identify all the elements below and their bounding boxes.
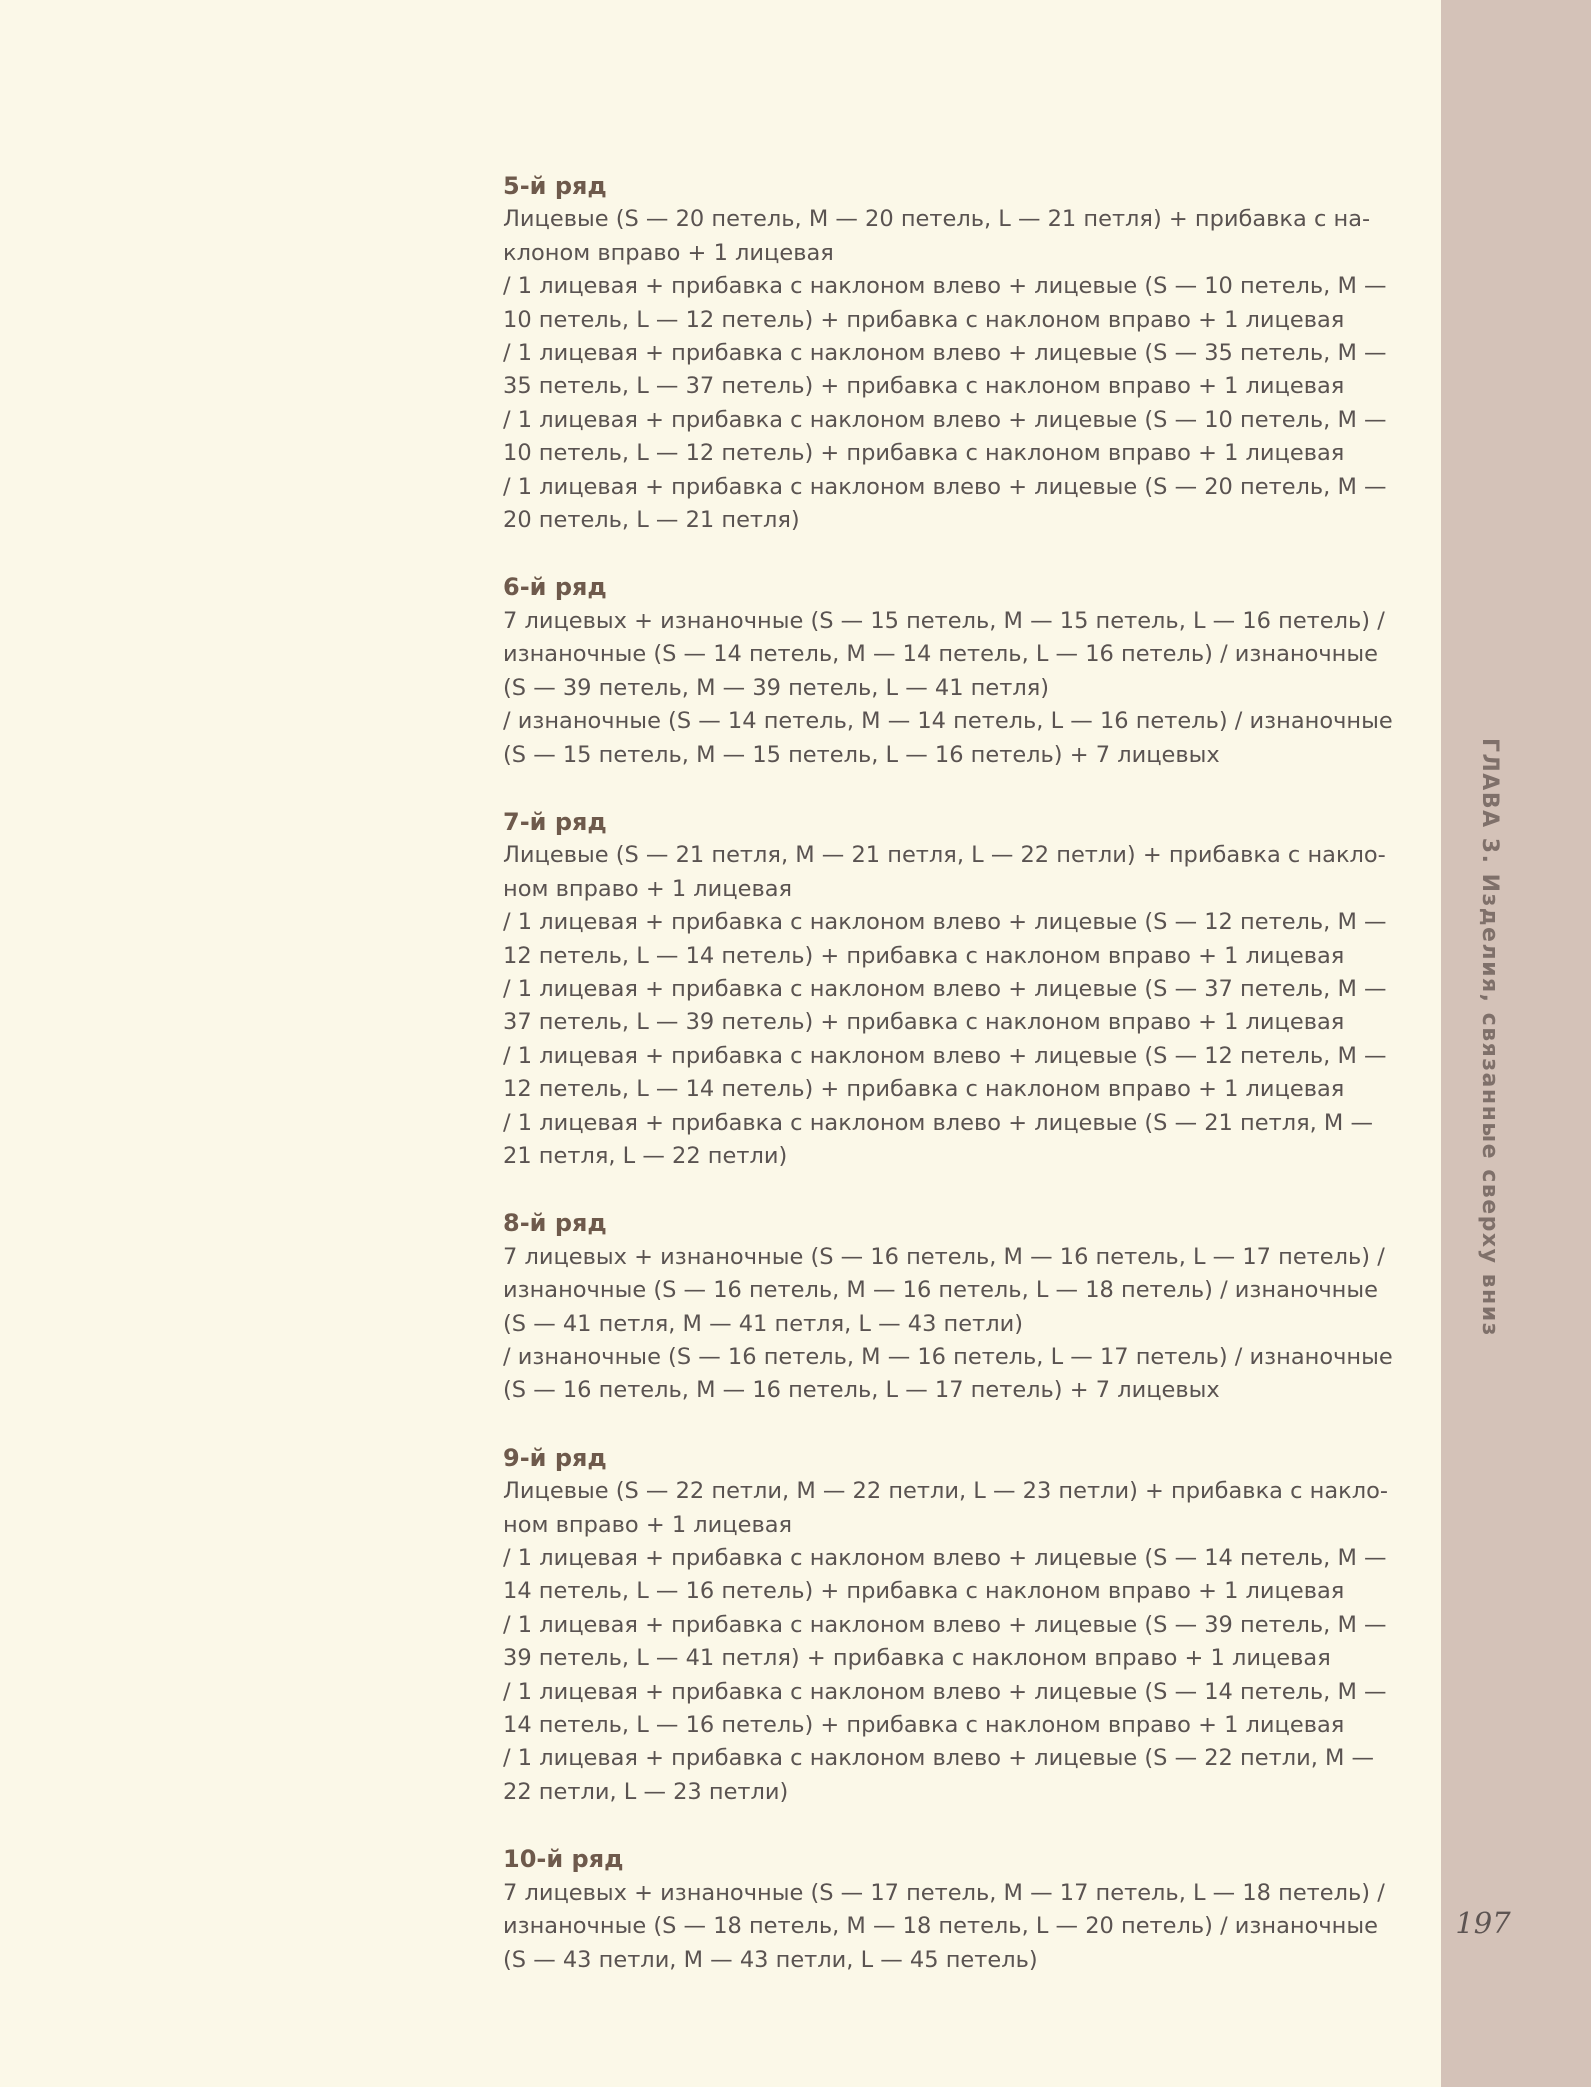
- instruction-line: (S — 15 петель, M — 15 петель, L — 16 петель) + 7 лицевых: [503, 741, 1220, 768]
- instruction-line: 37 петель, L — 39 петель) + прибавка с наклоном вправо + 1 лицевая: [503, 1009, 1345, 1036]
- row-section-7: [503, 806, 1403, 1173]
- instruction-line: изнаночные (S — 18 петель, M — 18 петель, L — 20 петель) / изнаночные: [503, 1913, 1378, 1940]
- instruction-line: / изнаночные (S — 16 петель, M — 16 петель, L — 17 петель) / изнаночные: [503, 1344, 1393, 1370]
- instruction-line: Лицевые (S — 22 петли, M — 22 петли, L — 23 петли) + прибавка с накло-: [503, 1478, 1388, 1505]
- instruction-line: 14 петель, L — 16 петель) + прибавка с наклоном вправо + 1 лицевая: [503, 1712, 1345, 1739]
- instruction-line: / 1 лицевая + прибавка с наклоном влево + лицевые (S — 14 петель, M —: [503, 1545, 1387, 1572]
- instruction-line: / 1 лицевая + прибавка с наклоном влево + лицевые (S — 35 петель, M —: [503, 340, 1387, 367]
- instruction-line: / 1 лицевая + прибавка с наклоном влево + лицевые (S — 39 петель, M —: [503, 1611, 1387, 1638]
- instruction-line: 22 петли, L — 23 петли): [503, 1778, 789, 1805]
- instruction-line: изнаночные (S — 14 петель, M — 14 петель, L — 16 петель) / изнаночные: [503, 641, 1378, 668]
- instructions-column: [503, 170, 1403, 2011]
- instruction-line: / изнаночные (S — 14 петель, M — 14 петель, L — 16 петель) / изнаночные: [503, 708, 1393, 735]
- row-section-5: [503, 170, 1403, 537]
- instruction-line: 14 петель, L — 16 петель) + прибавка с наклоном вправо + 1 лицевая: [503, 1578, 1345, 1605]
- section-heading: 6-й ряд: [503, 573, 607, 602]
- section-heading: 10-й ряд: [503, 1845, 624, 1874]
- instruction-line: / 1 лицевая + прибавка с наклоном влево + лицевые (S — 22 петли, M —: [503, 1745, 1375, 1772]
- row-section-10: [503, 1843, 1403, 1977]
- instruction-line: / 1 лицевая + прибавка с наклоном влево + лицевые (S — 14 петель, M —: [503, 1678, 1387, 1705]
- instruction-line: / 1 лицевая + прибавка с наклоном влево + лицевые (S — 20 петель, M —: [503, 473, 1387, 500]
- instruction-line: (S — 41 петля, M — 41 петля, L — 43 петли): [503, 1310, 1023, 1337]
- instruction-line: изнаночные (S — 16 петель, M — 16 петель, L — 18 петель) / изнаночные: [503, 1277, 1378, 1304]
- row-section-6: [503, 571, 1403, 771]
- instruction-line: / 1 лицевая + прибавка с наклоном влево + лицевые (S — 21 петля, M —: [503, 1109, 1373, 1136]
- instruction-line: / 1 лицевая + прибавка с наклоном влево + лицевые (S — 10 петель, M —: [503, 273, 1387, 300]
- instruction-line: / 1 лицевая + прибавка с наклоном влево + лицевые (S — 12 петель, M —: [503, 1042, 1387, 1069]
- chapter-title: ГЛАВА 3. Изделия, связанные сверху вниз: [1477, 738, 1502, 1337]
- row-section-9: [503, 1442, 1403, 1809]
- instruction-line: Лицевые (S — 21 петля, M — 21 петля, L — 22 петли) + прибавка с накло-: [503, 842, 1386, 869]
- instruction-line: Лицевые (S — 20 петель, M — 20 петель, L — 21 петля) + прибавка с на-: [503, 206, 1371, 233]
- instruction-line: 10 петель, L — 12 петель) + прибавка с наклоном вправо + 1 лицевая: [503, 306, 1345, 333]
- instruction-line: 21 петля, L — 22 петли): [503, 1142, 788, 1169]
- section-heading: 7-й ряд: [503, 807, 607, 836]
- instruction-line: ном вправо + 1 лицевая: [503, 875, 793, 902]
- instruction-line: ном вправо + 1 лицевая: [503, 1511, 793, 1538]
- instruction-line: 7 лицевых + изнаночные (S — 16 петель, M — 16 петель, L — 17 петель) /: [503, 1243, 1385, 1270]
- instruction-line: (S — 39 петель, M — 39 петель, L — 41 петля): [503, 674, 1050, 701]
- instruction-line: 10 петель, L — 12 петель) + прибавка с наклоном вправо + 1 лицевая: [503, 440, 1345, 467]
- instruction-line: 12 петель, L — 14 петель) + прибавка с наклоном вправо + 1 лицевая: [503, 1076, 1345, 1103]
- section-heading: 8-й ряд: [503, 1209, 607, 1238]
- row-section-8: [503, 1207, 1403, 1407]
- instruction-line: / 1 лицевая + прибавка с наклоном влево + лицевые (S — 37 петель, M —: [503, 975, 1387, 1002]
- instruction-line: (S — 16 петель, M — 16 петель, L — 17 петель) + 7 лицевых: [503, 1377, 1220, 1404]
- instruction-line: (S — 43 петли, M — 43 петли, L — 45 петель): [503, 1946, 1038, 1973]
- instruction-line: 20 петель, L — 21 петля): [503, 507, 800, 534]
- instruction-line: / 1 лицевая + прибавка с наклоном влево + лицевые (S — 10 петель, M —: [503, 406, 1387, 433]
- instruction-line: 35 петель, L — 37 петель) + прибавка с наклоном вправо + 1 лицевая: [503, 373, 1345, 400]
- instruction-line: 7 лицевых + изнаночные (S — 17 петель, M — 17 петель, L — 18 петель) /: [503, 1879, 1385, 1906]
- instruction-line: 39 петель, L — 41 петля) + прибавка с наклоном вправо + 1 лицевая: [503, 1645, 1331, 1672]
- section-heading: 9-й ряд: [503, 1443, 607, 1472]
- instruction-line: клоном вправо + 1 лицевая: [503, 239, 834, 266]
- section-heading: 5-й ряд: [503, 172, 607, 200]
- page-number: 197: [1455, 1906, 1511, 1940]
- instruction-line: / 1 лицевая + прибавка с наклоном влево + лицевые (S — 12 петель, M —: [503, 909, 1387, 936]
- instruction-line: 7 лицевых + изнаночные (S — 15 петель, M — 15 петель, L — 16 петель) /: [503, 607, 1385, 634]
- instruction-line: 12 петель, L — 14 петель) + прибавка с наклоном вправо + 1 лицевая: [503, 942, 1345, 969]
